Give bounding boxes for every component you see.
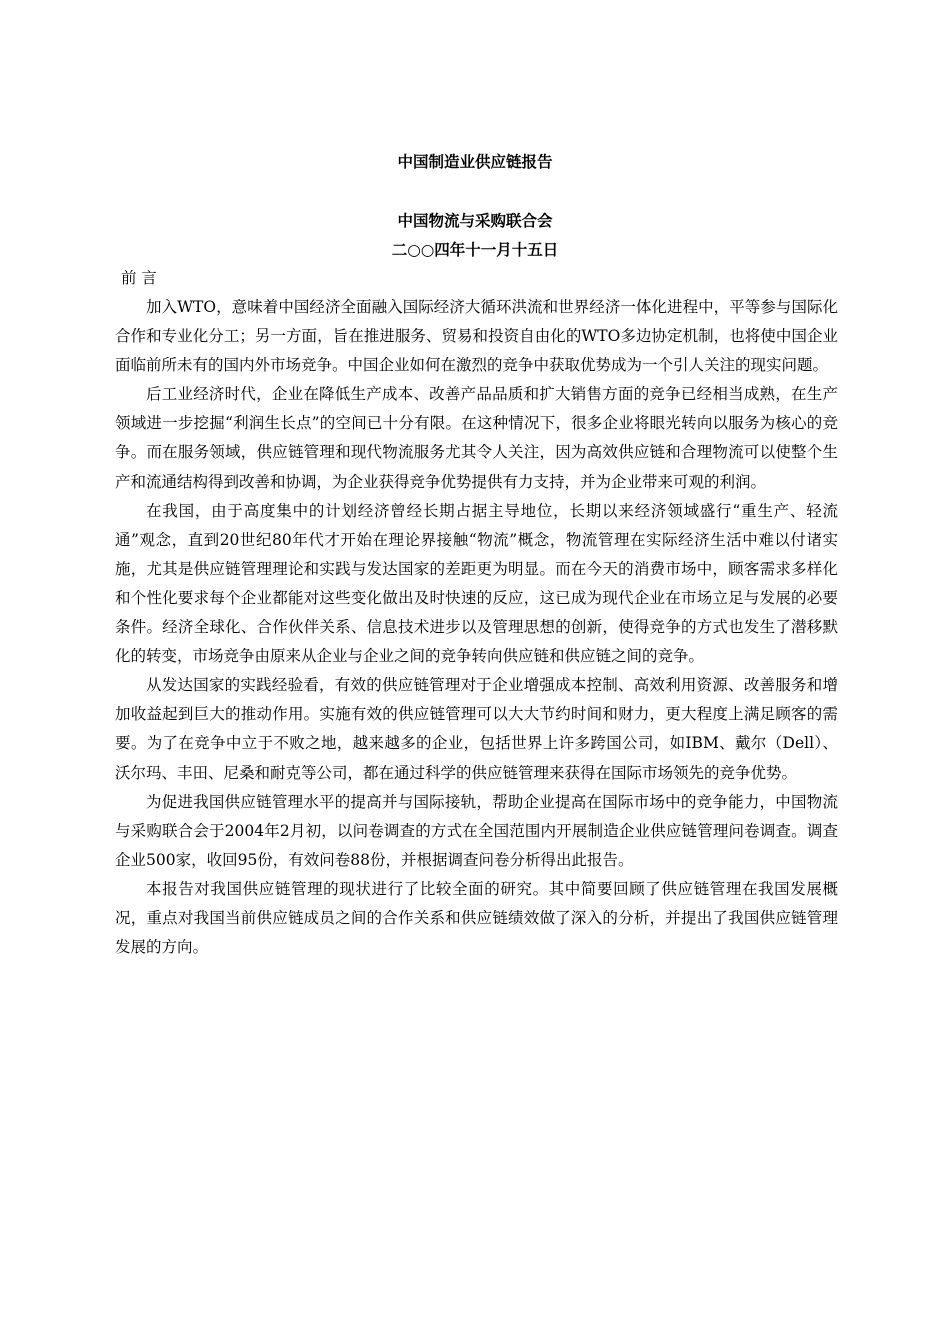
preface-heading: 前 言 [121,269,157,287]
paragraph-4: 从发达国家的实践经验看，有效的供应链管理对于企业增强成本控制、高效利用资源、改善服务和增加收益起到巨大的推动作用。实施有效的供应链管理可以大大节约时间和财力，更大程度上满足顾客的需要。为了在竞争中立于不败之地，越来越多的企业，包括世界上许多跨国公司，如IBM、戴尔（Dell）、沃尔玛、丰田、尼桑和耐克等公司，都在通过科学的供应链管理来获得在国际市场领先的竞争优势。 [115,676,838,782]
paragraph-2: 后工业经济时代，企业在降低生产成本、改善产品品质和扩大销售方面的竞争已经相当成熟，在生产领域进一步挖掘“利润生长点”的空间已十分有限。在这种情况下，很多企业将眼光转向以服务为核心的竞争。而在服务领域，供应链管理和现代物流服务尤其令人关注，因为高效供应链和合理物流可以使整个生产和流通结构得到改善和协调，为企业获得竞争优势提供有力支持，并为企业带来可观的利润。 [115,385,838,491]
paragraph-6: 本报告对我国供应链管理的现状进行了比较全面的研究。其中简要回顾了供应链管理在我国发展概况，重点对我国当前供应链成员之间的合作关系和供应链绩效做了深入的分析，并提出了我国供应链管理发展的方向。 [115,879,838,957]
organization-name: 中国物流与采购联合会 [397,211,553,230]
report-title: 中国制造业供应链报告 [397,152,553,171]
paragraph-3: 在我国，由于高度集中的计划经济曾经长期占据主导地位，长期以来经济领域盛行“重生产、轻流通”观念，直到20世纪80年代才开始在理论界接触“物流”概念，物流管理在实际经济生活中难以付诸实施，尤其是供应链管理理论和实践与发达国家的差距更为明显。而在今天的消费市场中，顾客需求多样化和个性化要求每个企业都能对这些变化做出及时快速的反应，这已成为现代企业在市场立足与发展的必要条件。经济全球化、合作伙伴关系、信息技术进步以及管理思想的创新，使得竞争的方式也发生了潜移默化的转变，市场竞争由原来从企业与企业之间的竞争转向供应链和供应链之间的竞争。 [115,501,838,666]
paragraph-5: 为促进我国供应链管理水平的提高并与国际接轨，帮助企业提高在国际市场中的竞争能力，中国物流与采购联合会于2004年2月初，以问卷调查的方式在全国范围内开展制造企业供应链管理问卷调查。调查企业500家，收回95份，有效问卷88份，并根据调查问卷分析得出此报告。 [115,792,838,869]
report-date: 二○○四年十一月十五日 [391,240,559,259]
preface-body [115,293,838,962]
paragraph-1: 加入WTO，意味着中国经济全面融入国际经济大循环洪流和世界经济一体化进程中，平等参与国际化合作和专业化分工；另一方面，旨在推进服务、贸易和投资自由化的WTO多边协定机制，也将使中国企业面临前所未有的国内外市场竞争。中国企业如何在激烈的竞争中获取优势成为一个引人关注的现实问题。 [115,298,838,375]
